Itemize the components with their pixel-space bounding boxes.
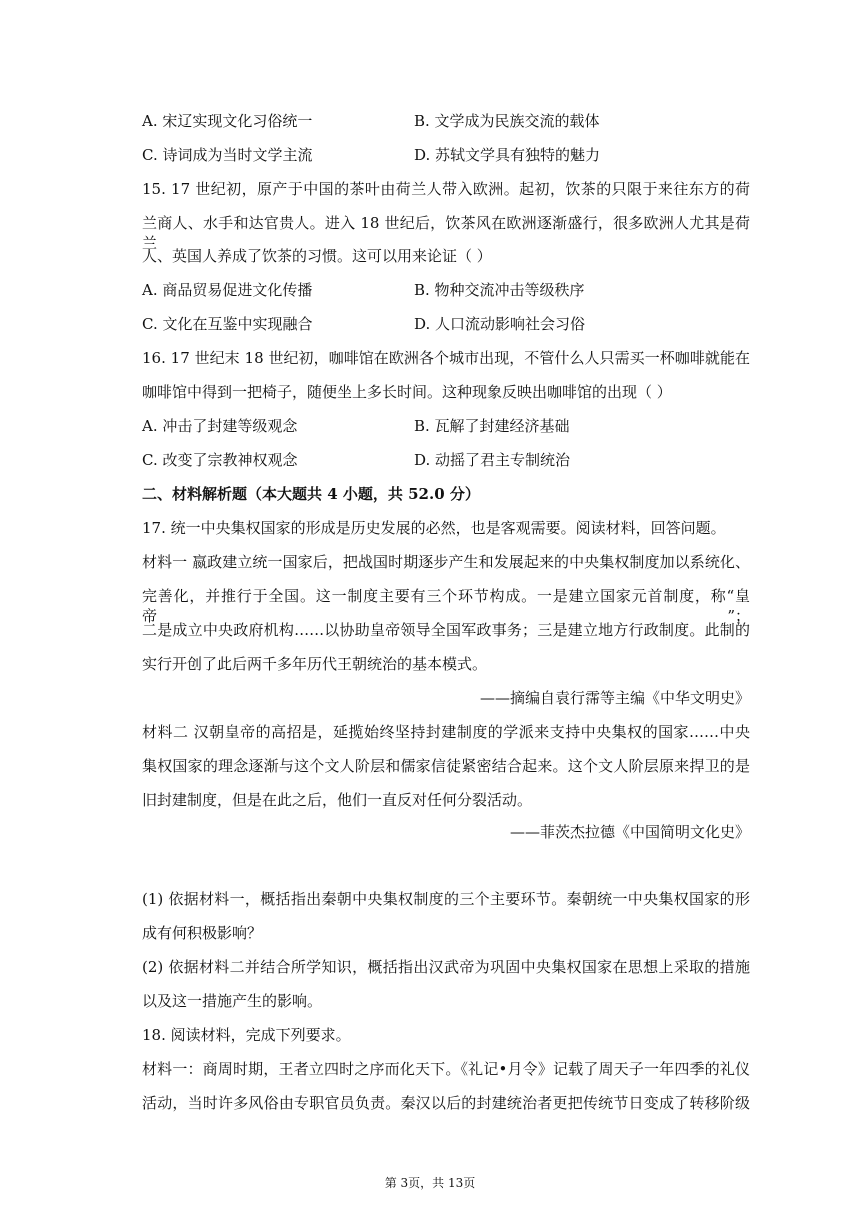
q14-option-b[interactable]: B. 文学成为民族交流的载体	[414, 112, 600, 130]
q15-stem-line: 15. 17 世纪初，原产于中国的茶叶由荷兰人带入欧洲。起初，饮茶的只限于来往东方的荷	[142, 180, 750, 198]
q17-material-2-source: ——菲茨杰拉德《中国简明文化史》	[509, 823, 750, 841]
q14-option-a[interactable]: A. 宋辽实现文化习俗统一	[142, 112, 313, 130]
q16-option-row-2	[142, 450, 750, 470]
q17-subquestion-1: 成有何积极影响？	[142, 924, 263, 942]
q17-subquestion-2: (2) 依据材料二并结合所学知识，概括指出汉武帝为巩固中央集权国家在思想上采取的措施	[142, 958, 750, 976]
q18-material-1-line: 活动，当时许多风俗由专职官员负责。秦汉以后的封建统治者更把传统节日变成了转移阶级	[142, 1094, 750, 1112]
q16-option-d[interactable]: D. 动摇了君主专制统治	[414, 451, 571, 469]
q17-intro: 17. 统一中央集权国家的形成是历史发展的必然，也是客观需要。阅读材料，回答问题。	[142, 519, 726, 537]
q16-stem-line: 咖啡馆中得到一把椅子，随便坐上多长时间。这种现象反映出咖啡馆的出现（ ）	[142, 383, 672, 401]
q17-material-2-line: 旧封建制度，但是在此之后，他们一直反对任何分裂活动。	[142, 791, 533, 809]
q14-option-row-2	[142, 145, 750, 165]
q14-option-row-1	[142, 111, 750, 131]
page-footer: 第 3页，共 13页	[384, 1176, 476, 1190]
q15-stem-line: 人、英国人养成了饮茶的习惯。这可以用来论证（ ）	[142, 247, 492, 265]
q16-option-a[interactable]: A. 冲击了封建等级观念	[142, 417, 298, 435]
q15-option-row-1	[142, 280, 750, 300]
q14-option-c[interactable]: C. 诗词成为当时文学主流	[142, 146, 313, 164]
q15-option-c[interactable]: C. 文化在互鉴中实现融合	[142, 315, 313, 333]
q17-material-2-line: 材料二 汉朝皇帝的高招是，延揽始终坚持封建制度的学派来支持中央集权的国家……中央	[142, 723, 750, 741]
q17-material-1-line: 实行开创了此后两千多年历代王朝统治的基本模式。	[142, 655, 488, 673]
q16-option-c[interactable]: C. 改变了宗教神权观念	[142, 451, 298, 469]
q15-option-row-2	[142, 314, 750, 334]
q18-material-1-line: 材料一：商周时期，王者立四时之序而化天下。《礼记•月令》记载了周天子一年四季的礼仪	[142, 1060, 750, 1078]
q16-option-b[interactable]: B. 瓦解了封建经济基础	[414, 417, 570, 435]
q15-stem-line: 兰商人、水手和达官贵人。进入 18 世纪后，饮茶风在欧洲逐渐盛行，很多欧洲人尤其是荷兰	[142, 214, 750, 252]
q18-intro: 18. 阅读材料，完成下列要求。	[142, 1026, 351, 1044]
q17-material-1-line: 完善化，并推行于全国。这一制度主要有三个环节构成。一是建立国家元首制度，称“皇帝”；	[142, 587, 750, 625]
q16-option-row-1	[142, 416, 750, 436]
q14-option-d[interactable]: D. 苏轼文学具有独特的魅力	[414, 146, 601, 164]
q17-material-1-line: 材料一 嬴政建立统一国家后，把战国时期逐步产生和发展起来的中央集权制度加以系统化、	[142, 553, 750, 571]
q17-subquestion-2: 以及这一措施产生的影响。	[142, 992, 323, 1010]
q15-option-d[interactable]: D. 人口流动影响社会习俗	[414, 315, 586, 333]
q17-material-2-line: 集权国家的理念逐渐与这个文人阶层和儒家信徒紧密结合起来。这个文人阶层原来捍卫的是	[142, 757, 750, 775]
q17-material-1-line: 二是成立中央政府机构……以协助皇帝领导全国军政事务；三是建立地方行政制度。此制的	[142, 621, 750, 639]
q17-material-1-source: ——摘编自袁行霈等主编《中华文明史》	[479, 689, 750, 707]
q17-subquestion-1: (1) 依据材料一，概括指出秦朝中央集权制度的三个主要环节。秦朝统一中央集权国家的形	[142, 890, 750, 908]
q16-stem-line: 16. 17 世纪末 18 世纪初，咖啡馆在欧洲各个城市出现，不管什么人只需买一杯咖啡就能在	[142, 349, 750, 367]
q15-option-b[interactable]: B. 物种交流冲击等级秩序	[414, 281, 585, 299]
q15-option-a[interactable]: A. 商品贸易促进文化传播	[142, 281, 313, 299]
section-heading: 二、材料解析题（本大题共 4 小题，共 52.0 分）	[142, 485, 480, 503]
